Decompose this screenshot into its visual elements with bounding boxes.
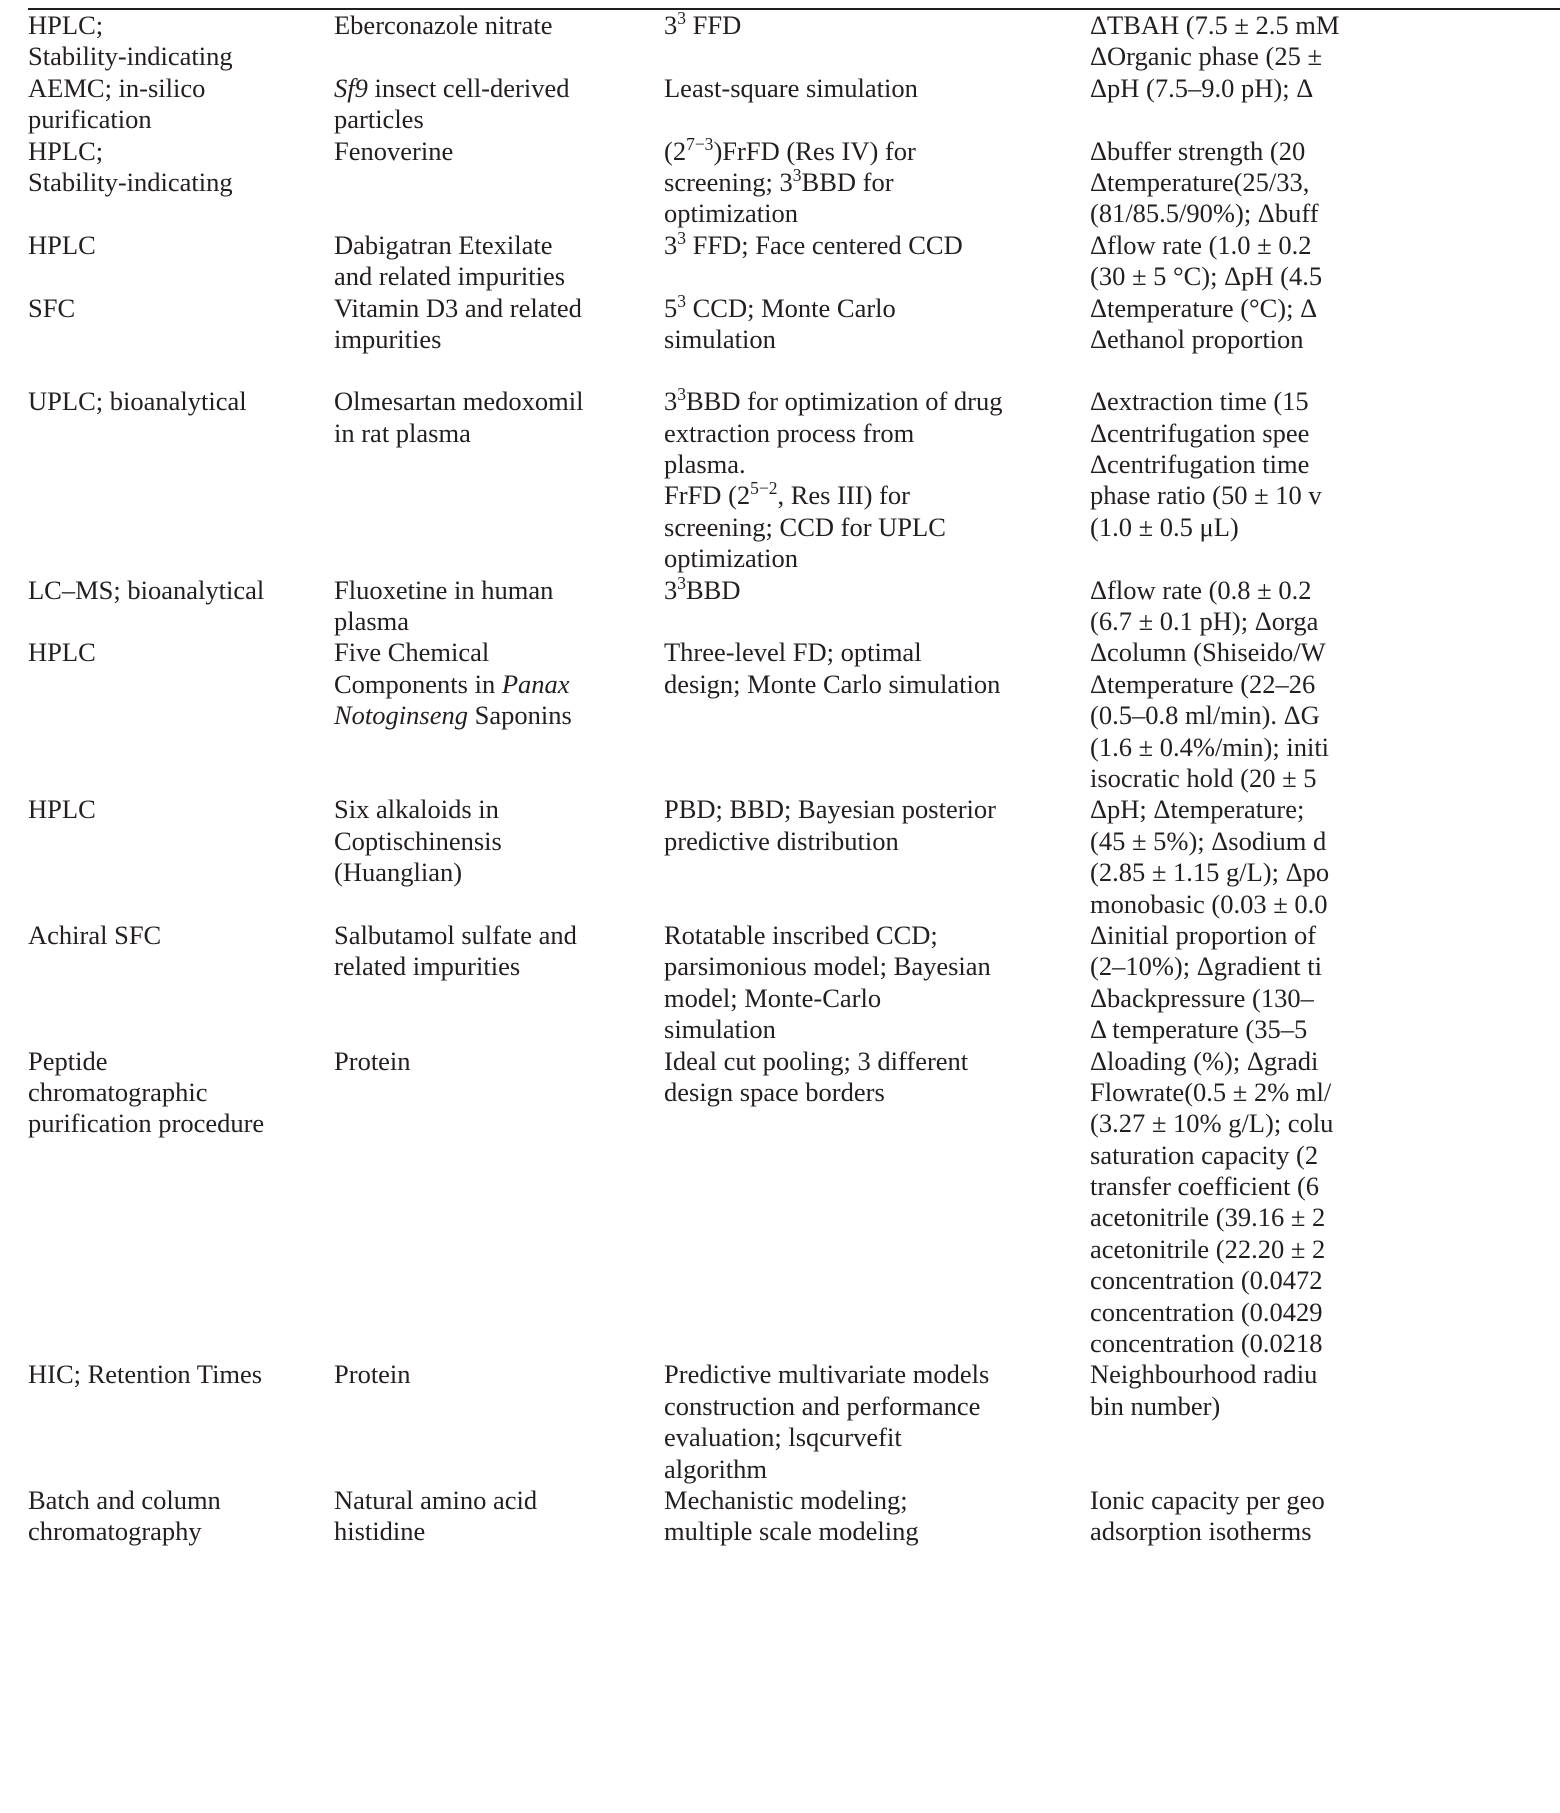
- cell-technique: HPLC: [28, 794, 96, 825]
- table-row: [0, 1046, 1560, 1360]
- cell-factors: Δcolumn (Shiseido/W Δtemperature (22–26 (0.5–0.8 ml/min). ΔG (1.6 ± 0.4%/min); initi isocratic hold (20 ± 5: [1090, 637, 1330, 793]
- cell-factors: Δflow rate (0.8 ± 0.2 (6.7 ± 0.1 pH); Δorga: [1090, 574, 1319, 637]
- cell-analyte: Fenoverine: [334, 135, 454, 166]
- cell-technique: HPLC; Stability-indicating: [28, 135, 233, 197]
- cell-factors: Ionic capacity per geo adsorption isotherms: [1090, 1484, 1325, 1547]
- cell-design: $5^3$ CCD; Monte Carlo simulation: [664, 290, 896, 354]
- cell-design: $3^3BBD$: [664, 572, 741, 605]
- cell-design: Least-square simulation: [664, 72, 918, 103]
- cell-design: Rotatable inscribed CCD; parsimonious model; Bayesian model; Monte-Carlo simulation: [664, 919, 991, 1045]
- table-row: [0, 10, 1560, 73]
- cell-technique: SFC: [28, 292, 76, 323]
- table-row: [0, 73, 1560, 136]
- table-row: [0, 290, 1560, 356]
- table-row: [0, 1485, 1560, 1548]
- cell-analyte: Olmesartan medoxomil in rat plasma: [334, 386, 584, 448]
- cell-factors: ΔpH (7.5–9.0 pH); Δ: [1090, 72, 1314, 103]
- cell-factors: Neighbourhood radiu bin number): [1090, 1359, 1318, 1421]
- cell-factors: Δtemperature (°C); Δ Δethanol proportion: [1090, 292, 1318, 354]
- cell-analyte: Six alkaloids in Coptischinensis (Huanglian): [334, 794, 502, 888]
- cell-design: Mechanistic modeling; multiple scale modeling: [664, 1484, 919, 1547]
- table-row: [0, 794, 1560, 920]
- cell-factors: ΔTBAH (7.5 ± 2.5 mM ΔOrganic phase (25 ±: [1090, 10, 1340, 72]
- cell-technique: Peptide chromatographic purification procedure: [28, 1045, 265, 1139]
- cell-analyte: Five Chemical Components in Panax Notoginseng Saponins: [334, 637, 572, 731]
- cell-technique: HPLC: [28, 637, 96, 668]
- table-body: [0, 10, 1560, 1548]
- cell-factors: ΔpH; Δtemperature; (45 ± 5%); Δsodium d (2.85 ± 1.15 g/L); Δpo monobasic (0.03 ± 0.0: [1090, 794, 1330, 919]
- cell-technique: UPLC; bioanalytical: [28, 386, 247, 417]
- cell-technique: LC–MS; bioanalytical: [28, 574, 265, 605]
- cell-design: Predictive multivariate models construction and performance evaluation; lsqcurvefit algorithm: [664, 1359, 990, 1484]
- cell-technique: Batch and column chromatography: [28, 1484, 221, 1547]
- cell-factors: Δflow rate (1.0 ± 0.2 (30 ± 5 °C); ΔpH (4.5: [1090, 229, 1323, 292]
- cell-analyte: Fluoxetine in human plasma: [334, 574, 554, 637]
- cell-technique: AEMC; in-silico purification: [28, 72, 206, 135]
- cell-analyte: Protein: [334, 1359, 411, 1390]
- cell-analyte: Eberconazole nitrate: [334, 10, 553, 40]
- cell-design: PBD; BBD; Bayesian posterior predictive distribution: [664, 794, 996, 856]
- cell-factors: Δextraction time (15 Δcentrifugation spee Δcentrifugation time phase ratio (50 ± 10 v (1.0 ± 0.5 μL): [1090, 386, 1322, 542]
- table-row: [0, 227, 1560, 293]
- table-row: [0, 637, 1560, 794]
- cell-factors: Δbuffer strength (20 Δtemperature(25/33, (81/85.5/90%); Δbuff: [1090, 135, 1319, 229]
- cell-analyte: Protein: [334, 1045, 411, 1076]
- table-row: [0, 1359, 1560, 1485]
- table-row: [0, 133, 1560, 230]
- table-row: [0, 920, 1560, 1046]
- cell-technique: Achiral SFC: [28, 919, 162, 950]
- cell-factors: Δinitial proportion of (2–10%); Δgradient ti Δbackpressure (130– Δ temperature (35–5: [1090, 919, 1322, 1045]
- cell-technique: HPLC; Stability-indicating: [28, 10, 233, 72]
- cell-analyte: Salbutamol sulfate and related impurities: [334, 919, 577, 982]
- cell-technique: HIC; Retention Times: [28, 1359, 263, 1390]
- cell-design: $(2^{7-3})FrFD$ (Res IV) for screening; $3^3BBD$ for optimization: [664, 133, 916, 229]
- cell-design: $3^3$ FFD: [664, 8, 742, 40]
- cell-design: Three-level FD; optimal design; Monte Carlo simulation: [664, 637, 1001, 699]
- cell-design: Ideal cut pooling; 3 different design space borders: [664, 1045, 969, 1107]
- cell-factors: Δloading (%); Δgradi Flowrate(0.5 ± 2% ml/ (3.27 ± 10% g/L); colu saturation capacity (2 transfer coefficient (6 acetonitrile (39.16 ± 2 acetonitrile (22.20 ± 2 concentration (0.0472 concentration (0.0429 concentration (0.0218: [1090, 1045, 1334, 1359]
- cell-analyte: Natural amino acid histidine: [334, 1484, 538, 1547]
- table-row: [0, 572, 1560, 638]
- cell-analyte: Sf9 insect cell-derived particles: [334, 72, 570, 135]
- cell-analyte: Dabigatran Etexilate and related impurities: [334, 229, 566, 292]
- cell-design: $3^3BBD$ for optimization of drug extraction process from plasma. FrFD ($2^{5-2}$, Res III) for screening; CCD for UPLC optimization: [664, 384, 1003, 574]
- cell-technique: HPLC: [28, 229, 96, 260]
- cell-analyte: Vitamin D3 and related impurities: [334, 292, 582, 354]
- cell-design: $3^3$ FFD; Face centered CCD: [664, 227, 963, 260]
- table-row: [0, 386, 1560, 574]
